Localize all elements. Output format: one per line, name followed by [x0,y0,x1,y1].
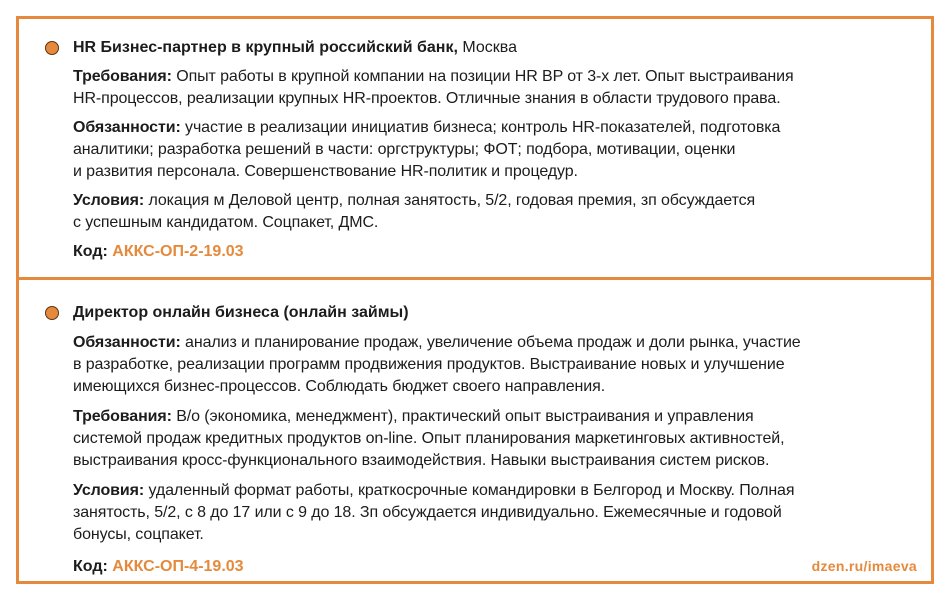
card-divider [19,277,931,280]
conditions-section: Условия: локация м Деловой центр, полная занятость, 5/2, годовая премия, зп обсуждается с успешным кандидатом. Соцпакет, ДМС. [73,192,756,231]
section-label: Условия: [73,482,145,499]
vacancy-city: Москва [457,39,517,56]
requirements-section: Требования: В/о (экономика, менеджмент), практический опыт выстраивания и управления системой продаж кредитных продуктов on-line. Опыт планирования маркетинговых активностей, выстраивания кросс-функционального взаимодействия. Навыки выстраивания систем рисков. [73,408,785,469]
vacancy-title: Директор онлайн бизнеса (онлайн займы) [73,304,409,321]
vacancies-frame [16,16,934,584]
section-label: Обязанности: [73,119,181,136]
section-label: Требования: [73,68,172,85]
vacancy-title: HR Бизнес-партнер в крупный российский банк, Москва [73,39,517,56]
vacancy-code: Код: АККС-ОП-4-19.03 [73,558,244,575]
vacancy-card-hr-bp [19,19,931,280]
orange-circle-bullet-icon [45,41,59,55]
section-label: Условия: [73,192,145,209]
vacancy-code-value: АККС-ОП-2-19.03 [112,243,244,260]
section-label: Обязанности: [73,334,181,351]
conditions-section: Условия: удаленный формат работы, краткосрочные командировки в Белгород и Москву. Полная занятость, 5/2, с 8 до 17 или с 9 до 18. Зп обсуждается индивидуально. Ежемесячные и годовой бонусы, соцпакет. [73,482,795,543]
vacancy-code: Код: АККС-ОП-2-19.03 [73,243,244,260]
duties-section: Обязанности: участие в реализации инициатив бизнеса; контроль HR-показателей, подготовка аналитики; разработка решений в части: оргструктуры; ФОТ; подбора, мотивации, оценки и развития персонала. Совершенствование HR-политик и процедур. [73,119,781,180]
orange-circle-bullet-icon [45,306,59,320]
watermark-link[interactable]: dzen.ru/imaeva [811,558,917,574]
vacancy-card-online-director [19,281,931,584]
duties-section: Обязанности: анализ и планирование продаж, увеличение объема продаж и доли рынка, участие в разработке, реализации программ продвижения продуктов. Выстраивание новых и улучшение имеющихся бизнес-процессов. Соблюдать бюджет своего направления. [73,334,801,395]
section-label: Требования: [73,408,172,425]
vacancy-code-value: АККС-ОП-4-19.03 [112,558,244,575]
requirements-section: Требования: Опыт работы в крупной компании на позиции HR BP от 3-х лет. Опыт выстраивания HR-процессов, реализации крупных HR-проектов. Отличные знания в области трудового права. [73,68,794,107]
